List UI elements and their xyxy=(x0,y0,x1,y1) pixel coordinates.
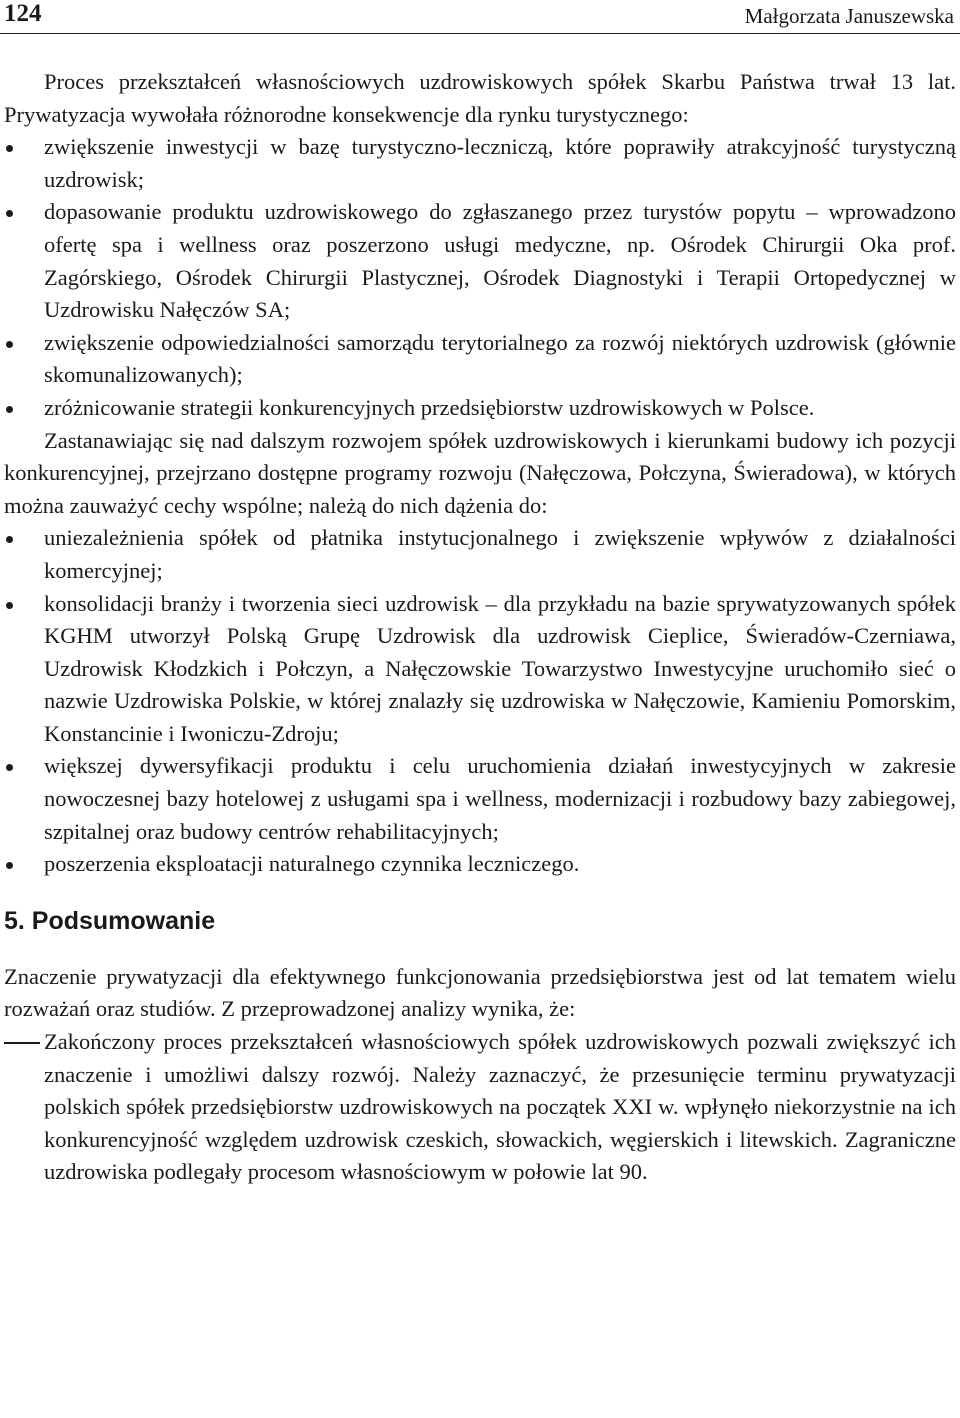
aims-list xyxy=(4,522,956,881)
page-number: 124 xyxy=(4,0,42,27)
list-item xyxy=(4,196,956,326)
consequences-list xyxy=(4,131,956,424)
list-item-text: zróżnicowanie strategii konkurencyjnych przedsiębiorstw uzdrowiskowych w Polsce. xyxy=(44,394,815,420)
list-item xyxy=(4,588,956,751)
list-item-text: poszerzenia eksploatacji naturalnego czynnika leczniczego. xyxy=(44,851,580,877)
list-item-text: konsolidacji branży i tworzenia sieci uzdrowisk – dla przykładu na bazie sprywatyzowanych spółek KGHM utworzył Polską Grupę Uzdrowisk dla uzdrowisk Cieplice, Świeradów-Czerniawa, Uzdrowisk Kłodzkich i Połczyn, a Nałęczowskie Towarzystwo Inwestycyjne uruchomiło sieć o nazwie Uzdrowiska Polskie, w której znalazły się uzdrowiska w Nałęczowie, Kamieniu Pomorskim, Konstancinie i Iwoniczu-Zdroju; xyxy=(44,590,956,746)
list-item xyxy=(4,131,956,196)
list-item xyxy=(4,1026,956,1189)
list-item-text: Zakończony proces przekształceń własnościowych spółek uzdrowiskowych pozwali zwiększyć ich znaczenie i umożliwi dalszy rozwój. Należy zaznaczyć, że przesunięcie terminu prywatyzacji polskich spółek przedsiębiorstw uzdrowiskowych na początek XXI w. wpłynęło niekorzystnie na ich konkurencyjność względem uzdrowisk czeskich, słowackich, węgierskich i litewskich. Zagraniczne uzdrowiska podlegały procesom własnościowym w połowie lat 90. xyxy=(44,1029,956,1185)
development-paragraph: Zastanawiając się nad dalszym rozwojem spółek uzdrowiskowych i kierunkami budowy ich pozycji konkurencyjnej, przejrzano dostępne programy rozwoju (Nałęczowa, Połczyna, Świeradowa), w których można zauważyć cechy wspólne; należą do nich dążenia do: xyxy=(4,427,956,518)
list-item xyxy=(4,392,956,425)
list-item-text: uniezależnienia spółek od płatnika instytucjonalnego i zwiększenie wpływów z działalności komercyjnej; xyxy=(44,525,956,583)
body-text xyxy=(4,66,956,1189)
summary-paragraph: Znaczenie prywatyzacji dla efektywnego funkcjonowania przedsiębiorstwa jest od lat tematem wielu rozważań oraz studiów. Z przeprowadzonej analizy wynika, że: xyxy=(4,963,956,1022)
list-item-text: większej dywersyfikacji produktu i celu uruchomienia działań inwestycyjnych w zakresie nowoczesnej bazy hotelowej z usługami spa i wellness, modernizacji i rozbudowy bazy zabiegowej, szpitalnej oraz budowy centrów rehabilitacyjnych; xyxy=(44,753,956,844)
list-item-text: zwiększenie odpowiedzialności samorządu terytorialnego za rozwój niektórych uzdrowisk (głównie skomunalizowanych); xyxy=(44,329,956,388)
intro-paragraph: Proces przekształceń własnościowych uzdrowiskowych spółek Skarbu Państwa trwał 13 lat. Prywatyzacja wywołała różnorodne konsekwencje dla rynku turystycznego: xyxy=(4,69,956,127)
list-item xyxy=(4,750,956,848)
conclusions-list xyxy=(4,1026,956,1189)
author-running-head: Małgorzata Januszewska xyxy=(744,4,954,28)
list-item xyxy=(4,522,956,587)
list-item-text: dopasowanie produktu uzdrowiskowego do zgłaszanego przez turystów popytu – wprowadzono ofertę spa i wellness oraz poszerzono usługi medyczne, np. Ośrodek Chirurgii Oka prof. Zagórskiego, Ośrodek Chirurgii Plastycznej, Ośrodek Diagnostyki i Terapii Ortopedycznej w Uzdrowisku Nałęczów SA; xyxy=(44,199,956,323)
list-item xyxy=(4,327,956,392)
page-header xyxy=(0,0,960,34)
section-heading: 5. Podsumowanie xyxy=(4,906,216,935)
list-item-text: zwiększenie inwestycji w bazę turystyczno-leczniczą, które poprawiły atrakcyjność turystyczną uzdrowisk; xyxy=(44,134,956,192)
list-item xyxy=(4,848,956,881)
